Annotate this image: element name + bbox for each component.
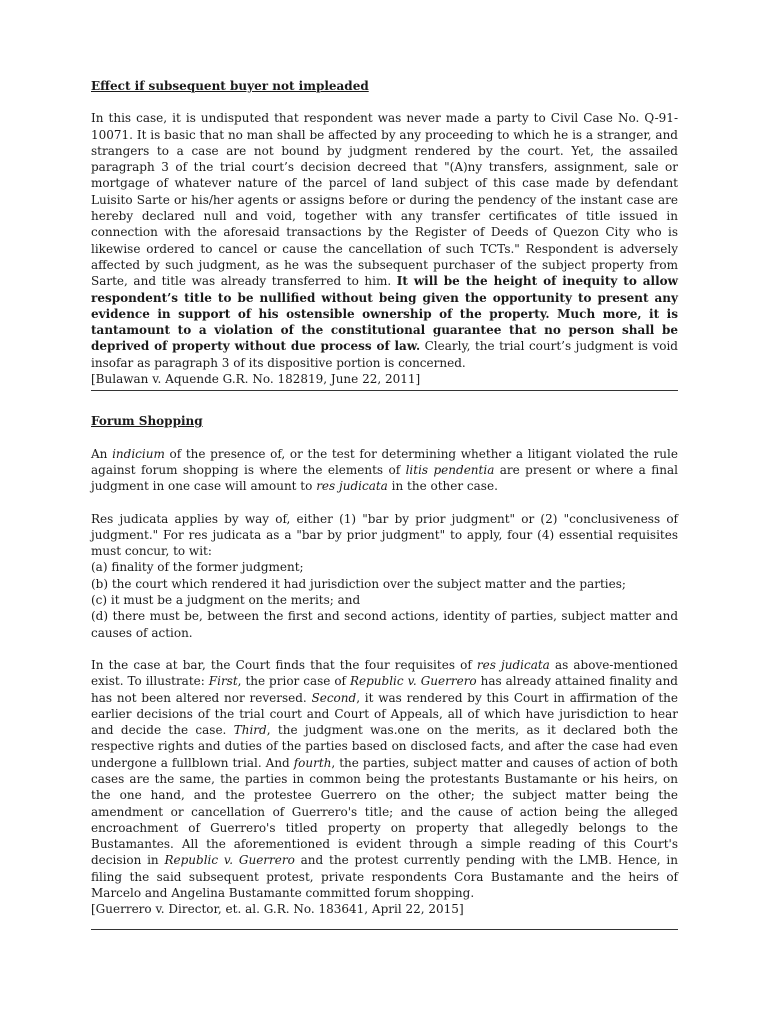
section-divider: [91, 390, 678, 391]
requisites-list: [91, 559, 678, 640]
text-run: are present or where a final judgment in one case will amount to: [91, 462, 678, 494]
paragraph-res-judicata: Res judicata applies by way of, either (1) "bar by prior judgment" or (2) "conclusiveness of judgment." For res judicata as a "bar by prior judgment" to apply, four (4) essential requisites must concur, to wit:: [91, 511, 678, 559]
italic-text-run: First: [208, 674, 238, 689]
italic-text-run: Second: [311, 690, 357, 705]
italic-text-run: fourth: [293, 755, 332, 770]
text-run: An: [91, 446, 108, 461]
section-heading-forum-shopping: Forum Shopping: [91, 414, 203, 429]
text-run: in the other case.: [391, 479, 498, 494]
text-run: , the judgment was.one on the merits, as it declared both the respective rights and duties of the parties based on disclosed facts, and after the case had even undergone a fullblown trial. And: [91, 723, 678, 770]
citation-guerrero: [Guerrero v. Director, et. al. G.R. No. 183641, April 22, 2015]: [91, 902, 464, 917]
section-heading-effect: Effect if subsequent buyer not impleaded: [91, 79, 369, 93]
list-item: (a) finality of the former judgment;: [91, 560, 304, 575]
text-run: as above-mentioned exist. To illustrate:: [91, 657, 678, 689]
text-run: , the parties, subject matter and causes of action of both cases are the same, the parties in common being the protestants Bustamante or his heirs, on the one hand, and the protestee Guerrero on the other; the subject matter being the amendment or cancellation of Guerrero's title; and the cause of action being the alleged encroachment of Guerrero's titled property on property that allegedly belongs to the Bustamantes. All the aforementioned is evident through a simple reading of this Court's decision in: [91, 755, 678, 868]
paragraph-case-at-bar: [91, 657, 678, 901]
list-item: (c) it must be a judgment on the merits; and: [91, 593, 361, 608]
italic-text-run: res judicata: [476, 657, 550, 672]
text-run: , it was rendered by this Court in affirmation of the earlier decisions of the trial court and Court of Appeals, all of which have jurisdiction to hear and decide the case.: [91, 690, 678, 738]
italic-text-run: Republic v. Guerrero: [164, 853, 295, 868]
text-run: In the case at bar, the Court finds that the four requisites of: [91, 657, 472, 672]
section-divider: [91, 929, 678, 930]
text-run: and the protest currently pending with the LMB. Hence, in filing the said subsequent protest, private respondents Cora Bustamante and the heirs of Marcelo and Angelina Bustamante committed forum shopping.: [91, 853, 678, 901]
document-page: [91, 78, 678, 930]
citation-bulawan: [Bulawan v. Aquende G.R. No. 182819, June 22, 2011]: [91, 372, 421, 387]
text-run: In this case, it is undisputed that respondent was never made a party to Civil Case No. Q-91-10071. It is basic that no man shall be affected by any proceeding to which he is a stranger, and strangers to a case are not bound by judgment rendered by the court. Yet, the assailed paragraph 3 of the trial court’s decision decreed that "(A)ny transfers, assignment, sale or mortgage of whatever nature of the parcel of land subject of this case made by defendant Luisito Sarte or his/her agents or assigns before or during the pendency of the instant case are hereby declared null and void, together with any transfer certificates of title issued in connection with the aforesaid transactions by the Register of Deeds of Quezon City who is likewise ordered to cancel or cause the cancellation of such TCTs." Respondent is adversely affected by such judgment, as he was the subsequent purchaser of the subject property from Sarte, and title was already transferred to him.: [91, 111, 678, 289]
italic-text-run: Third: [233, 723, 267, 738]
italic-text-run: indicium: [112, 446, 165, 461]
text-run: Clearly, the trial court’s judgment is void insofar as paragraph 3 of its dispositive portion is concerned.: [91, 339, 678, 370]
list-item: (b) the court which rendered it had jurisdiction over the subject matter and the parties;: [91, 576, 626, 591]
text-run: of the presence of, or the test for determining whether a litigant violated the rule against forum shopping is where the elements of: [91, 446, 678, 477]
text-run: has already attained finality and has not been altered nor reversed.: [91, 674, 678, 705]
list-item: (d) there must be, between the first and second actions, identity of parties, subject matter and causes of action.: [91, 609, 678, 640]
paragraph-indicium: [91, 446, 678, 495]
bold-text-run: It will be the height of inequity to allow respondent’s title to be nullified without being given the opportunity to present any evidence in support of his ostensible ownership of the property. Much more, it is tantamount to a violation of the constitutional guarantee that no person shall be deprived of property without due process of law.: [91, 274, 678, 354]
paragraph-effect-body: [91, 110, 678, 371]
text-run: , the prior case of: [237, 674, 347, 689]
italic-text-run: litis pendentia: [405, 462, 495, 477]
italic-text-run: Republic v. Guerrero: [349, 674, 477, 689]
italic-text-run: res judicata: [316, 479, 388, 494]
